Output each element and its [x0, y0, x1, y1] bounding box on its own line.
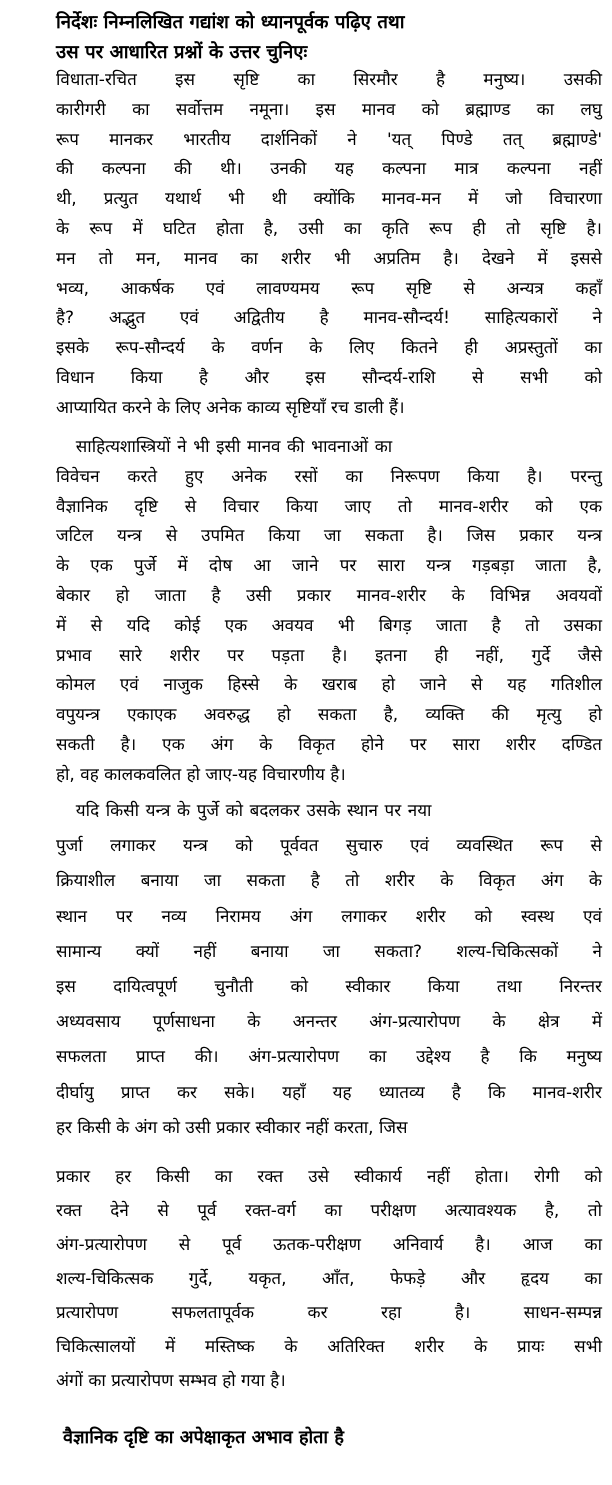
text-line: इसके रूप-सौन्दर्य के वर्णन के लिए कितने ही अप्रस्तुतों का — [56, 338, 602, 359]
text-line: के रूप में घटित होता है, उसी का कृति रूप ही तो सृष्टि है। — [56, 218, 602, 239]
text-line: प्रत्यारोपण सफलतापूर्वक कर रहा है। साधन-सम्पन्न — [56, 1303, 602, 1323]
text-line: भव्य, आकर्षक एवं लावण्यमय रूप सृष्टि से अन्यत्र कहाँ — [56, 278, 602, 299]
instruction-heading-line-2: उस पर आधारित प्रश्नों के उत्तर चुनिएः — [56, 42, 308, 63]
text-line: में से यदि कोई एक अवयव भी बिगड़ जाता है तो उसका — [56, 615, 602, 636]
text-line: चिकित्सालयों में मस्तिष्क के अतिरिक्त शरीर के प्रायः सभी — [56, 1337, 602, 1357]
text-line: वैज्ञानिक दृष्टि से विचार किया जाए तो मानव-शरीर को एक — [56, 496, 602, 517]
text-line: अंगों का प्रत्यारोपण सम्भव हो गया है। — [56, 1371, 286, 1391]
text-line: सकती है। एक अंग के विकृत होने पर सारा शरीर दण्डित — [56, 734, 602, 755]
text-line: प्रभाव सारे शरीर पर पड़ता है। इतना ही नहीं, गुर्दे जैसे — [56, 645, 602, 666]
text-line: कोमल एवं नाजुक हिस्से के खराब हो जाने से यह गतिशील — [56, 675, 602, 696]
footer-text: वैज्ञानिक दृष्टि का अपेक्षाकृत अभाव होता है — [63, 1427, 344, 1448]
text-line: स्थान पर नव्य निरामय अंग लगाकर शरीर को स्वस्थ एवं — [56, 906, 602, 927]
text-line: प्रकार हर किसी का रक्त उसे स्वीकार्य नहीं होता। रोगी को — [56, 1167, 602, 1187]
paragraph-4 — [56, 1160, 602, 1398]
text-line: कारीगरी का सर्वोत्तम नमूना। इस मानव को ब्रह्माण्ड का लघु — [56, 99, 602, 120]
text-line: साहित्यशास्त्रियों ने भी इसी मानव की भावनाओं का — [56, 437, 393, 457]
text-line: विवेचन करते हुए अनेक रसों का निरूपण किया है। परन्तु — [56, 466, 602, 487]
paragraph-2 — [56, 433, 602, 791]
text-line: बेकार हो जाता है उसी प्रकार मानव-शरीर के विभिन्न अवयवों — [56, 585, 602, 606]
paragraph-1 — [56, 66, 602, 424]
text-line: क्रियाशील बनाया जा सकता है तो शरीर के विकृत अंग के — [56, 871, 602, 892]
text-line: मन तो मन, मानव का शरीर भी अप्रतिम है। देखने में इससे — [56, 248, 602, 269]
text-line: रूप मानकर भारतीय दार्शनिकों ने 'यत् पिण्डे तत् ब्रह्माण्डे' — [56, 129, 602, 150]
text-line: सफलता प्राप्त की। अंग-प्रत्यारोपण का उद्देश्य है कि मनुष्य — [56, 1047, 602, 1068]
text-line: के एक पुर्जे में दोष आ जाने पर सारा यन्त्र गड़बड़ा जाता है, — [56, 556, 602, 577]
paragraph-3 — [56, 794, 602, 1146]
text-line: दीर्घायु प्राप्त कर सके। यहाँ यह ध्यातव्य है कि मानव-शरीर — [56, 1082, 602, 1103]
text-line: पुर्जा लगाकर यन्त्र को पूर्ववत सुचारु एवं व्यवस्थित रूप से — [56, 836, 602, 857]
text-line: अंग-प्रत्यारोपण से पूर्व ऊतक-परीक्षण अनिवार्य है। आज का — [56, 1235, 602, 1255]
text-line: विधान किया है और इस सौन्दर्य-राशि से सभी को — [56, 367, 602, 388]
text-line: विधाता-रचित इस सृष्टि का सिरमौर है मनुष्य। उसकी — [56, 70, 602, 90]
text-line: इस दायित्वपूर्ण चुनौती को स्वीकार किया तथा निरन्तर — [56, 976, 602, 997]
instruction-heading-line-1: निर्देशः निम्नलिखित गद्यांश को ध्यानपूर्वक पढ़िए तथा — [56, 12, 405, 33]
text-line: हो, वह कालकवलित हो जाए-यह विचारणीय है। — [56, 764, 346, 785]
text-line: वपुयन्त्र एकाएक अवरुद्ध हो सकता है, व्यक्ति की मृत्यु हो — [56, 705, 602, 726]
text-line: रक्त देने से पूर्व रक्त-वर्ग का परीक्षण अत्यावश्यक है, तो — [56, 1201, 602, 1221]
text-line: जटिल यन्त्र से उपमित किया जा सकता है। जिस प्रकार यन्त्र — [56, 526, 602, 547]
text-line: हर किसी के अंग को उसी प्रकार स्वीकार नहीं करता, जिस — [56, 1117, 408, 1138]
text-line: सामान्य क्यों नहीं बनाया जा सकता? शल्य-चिकित्सकों ने — [56, 941, 602, 962]
text-line: अध्यवसाय पूर्णसाधना के अनन्तर अंग-प्रत्यारोपण के क्षेत्र में — [56, 1012, 602, 1033]
text-line: आप्यायित करने के लिए अनेक काव्य सृष्टियाँ रच डाली हैं। — [56, 397, 405, 418]
text-line: यदि किसी यन्त्र के पुर्जे को बदलकर उसके स्थान पर नया — [56, 801, 432, 821]
text-line: की कल्पना की थी। उनकी यह कल्पना मात्र कल्पना नहीं — [56, 159, 602, 180]
text-line: थी, प्रत्युत यथार्थ भी थी क्योंकि मानव-मन में जो विचारणा — [56, 189, 602, 210]
text-line: है? अद्भुत एवं अद्वितीय है मानव-सौन्दर्य! साहित्यकारों ने — [56, 308, 602, 329]
text-line: शल्य-चिकित्सक गुर्दे, यकृत, आँत, फेफड़े और हृदय का — [56, 1269, 602, 1289]
